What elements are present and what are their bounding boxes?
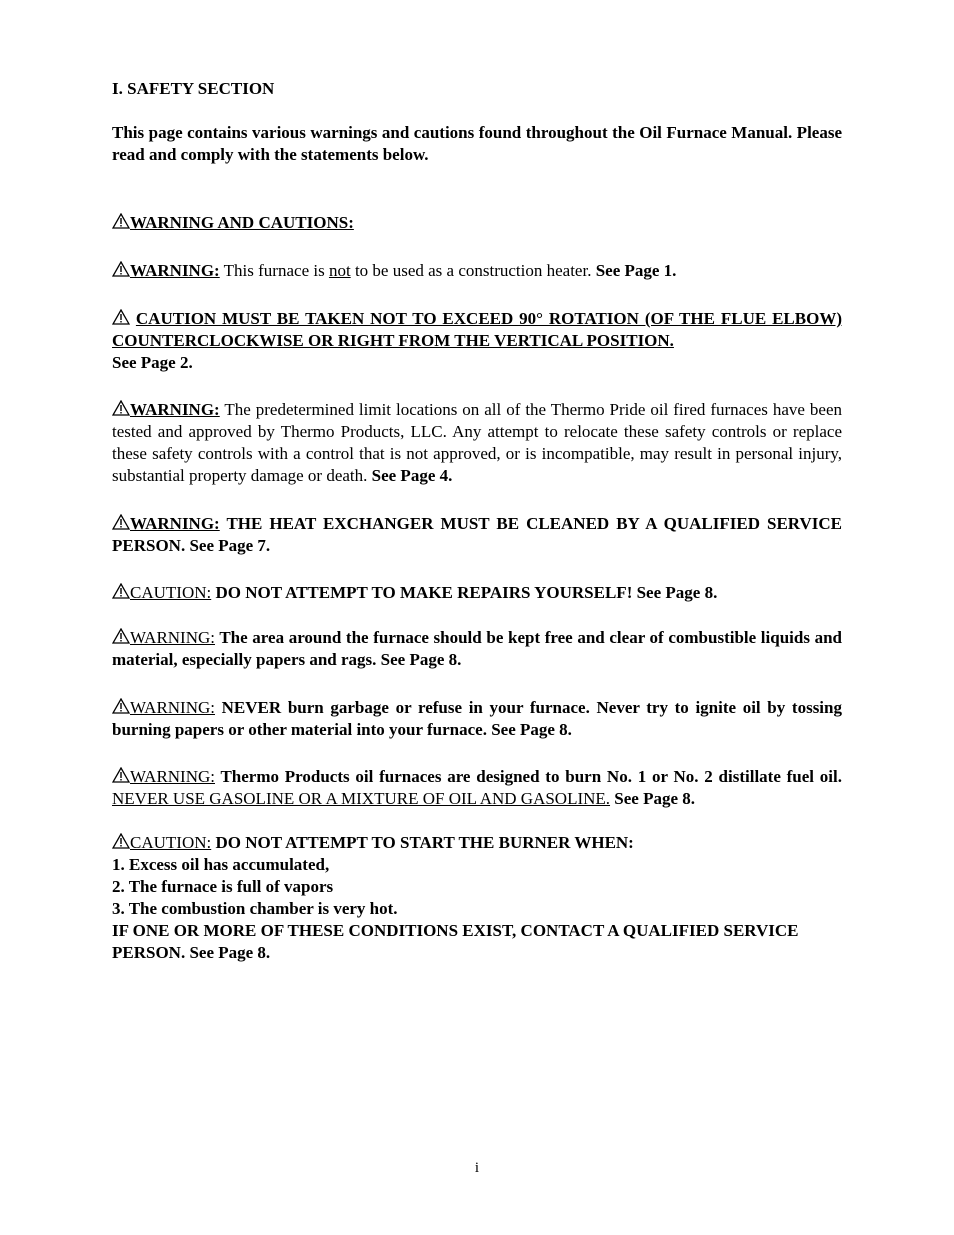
warning-label: WARNING: xyxy=(130,400,220,419)
warnings-heading xyxy=(112,212,842,234)
caution-text: DO NOT ATTEMPT TO MAKE REPAIRS YOURSELF! See Page 8. xyxy=(211,583,718,602)
intro-paragraph: This page contains various warnings and cautions found throughout the Oil Furnace Manual. Please read and comply with the statements below. xyxy=(112,123,842,164)
caution-condition-3: 3. The combustion chamber is very hot. xyxy=(112,899,398,918)
warning-triangle-icon xyxy=(112,833,130,849)
warning-fuel-oil xyxy=(112,766,842,810)
warning-label: WARNING: xyxy=(130,767,215,786)
warning-heat-exchanger xyxy=(112,513,842,557)
warning-limit-locations xyxy=(112,399,842,487)
warning-label: WARNING: xyxy=(130,628,215,647)
caution-flue-elbow xyxy=(112,308,842,374)
warning-emphasis: NEVER USE GASOLINE OR A MIXTURE OF OIL AND GASOLINE. xyxy=(112,789,611,808)
warning-text: The area around the furnace should be kept free and clear of combustible liquids and material, especially papers and rags. See Page 8. xyxy=(112,628,842,669)
page-reference: See Page 2. xyxy=(112,353,193,372)
warning-label: WARNING: xyxy=(130,261,220,280)
warning-text: Thermo Products oil furnaces are designed to burn No. 1 or No. 2 distillate fuel oil. xyxy=(215,767,842,786)
warning-label: WARNING: xyxy=(130,514,220,533)
warning-combustibles xyxy=(112,627,842,671)
warning-text: This furnace is xyxy=(219,261,329,280)
warning-text: THE HEAT EXCHANGER MUST BE CLEANED BY A QUALIFIED SERVICE PERSON. See Page 7. xyxy=(112,514,842,555)
page-reference: See Page 1. xyxy=(595,261,677,280)
caution-start-burner xyxy=(112,832,842,964)
warning-triangle-icon xyxy=(112,213,130,229)
caution-text: DO NOT ATTEMPT TO START THE BURNER WHEN: xyxy=(211,833,634,852)
page-reference: See Page 4. xyxy=(371,466,453,485)
warning-triangle-icon xyxy=(112,583,130,599)
warning-triangle-icon xyxy=(112,400,130,416)
warning-triangle-icon xyxy=(112,309,130,325)
caution-condition-1: 1. Excess oil has accumulated, xyxy=(112,855,330,874)
warning-triangle-icon xyxy=(112,514,130,530)
caution-label: CAUTION: xyxy=(130,583,212,602)
warning-triangle-icon xyxy=(112,767,130,783)
caution-condition-2: 2. The furnace is full of vapors xyxy=(112,877,334,896)
document-page xyxy=(112,78,842,964)
warning-garbage xyxy=(112,697,842,741)
warning-construction-heater xyxy=(112,260,842,282)
caution-repairs xyxy=(112,582,842,604)
section-title: I. SAFETY SECTION xyxy=(112,79,275,98)
heading-text: WARNING AND CAUTIONS: xyxy=(130,213,354,232)
warning-text: The predetermined limit locations on all of the Thermo Pride oil fired furnaces have been tested and approved by Thermo Products, LLC. Any attempt to relocate these safety controls or replace these safety controls with a control that is not approved, or is incompatible, may result in personal injury, substantial property damage or death. xyxy=(112,400,842,485)
warning-text: NEVER burn garbage or refuse in your furnace. Never try to ignite oil by tossing burning papers or other material into your furnace. See Page 8. xyxy=(112,698,842,739)
page-number: i xyxy=(474,1160,480,1176)
warning-text: See Page 8. xyxy=(610,789,696,808)
caution-label: CAUTION MUST BE TAKEN NOT TO EXCEED 90° ROTATION (OF THE FLUE ELBOW) COUNTERCLOCKWISE OR RIGHT FROM THE VERTICAL POSITION. xyxy=(112,309,842,350)
warning-triangle-icon xyxy=(112,698,130,714)
warning-triangle-icon xyxy=(112,261,130,277)
warning-text: to be used as a construction heater. xyxy=(350,261,596,280)
warning-triangle-icon xyxy=(112,628,130,644)
caution-contact: IF ONE OR MORE OF THESE CONDITIONS EXIST, CONTACT A QUALIFIED SERVICE PERSON. See Page 8. xyxy=(112,921,799,962)
caution-label: CAUTION: xyxy=(130,833,212,852)
warning-label: WARNING: xyxy=(130,698,215,717)
warning-emphasis: not xyxy=(328,261,351,280)
